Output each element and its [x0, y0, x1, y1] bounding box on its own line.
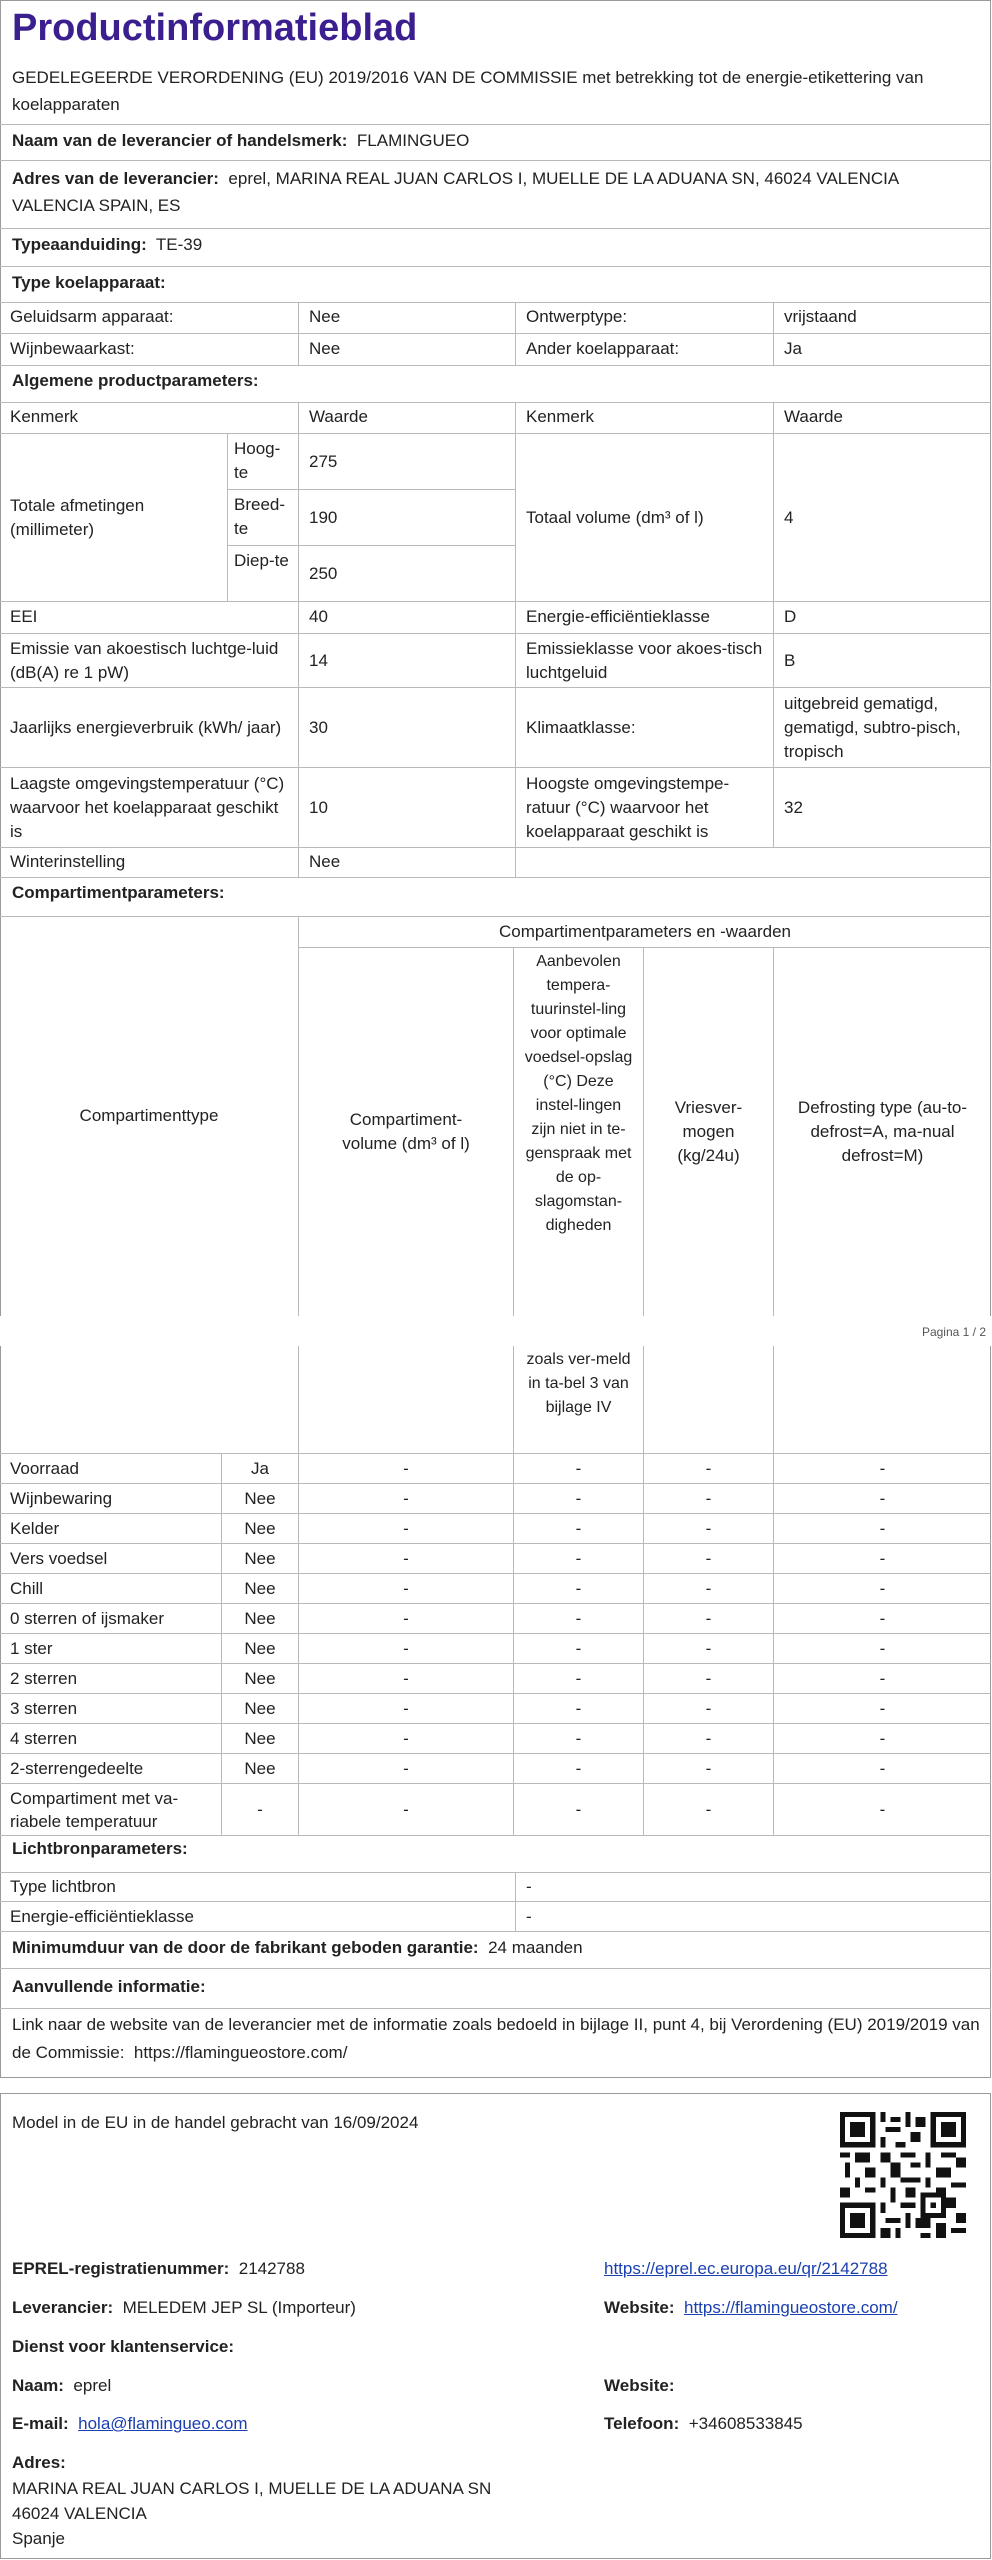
- compartment-volume-header: Compartiment-volume (dm³ of l): [299, 948, 514, 1316]
- supplier-address-value: eprel, MARINA REAL JUAN CARLOS I, MUELLE DE LA ADUANA SN, 46024 VALENCIA VALENCIA SPAIN, ES: [12, 169, 899, 215]
- website-label: Website:: [604, 2298, 675, 2317]
- max-temp-value: 32: [774, 768, 991, 848]
- supplier-value: MELEDEM JEP SL (Importeur): [122, 2298, 356, 2317]
- additional-info-text: [12, 2011, 982, 2067]
- header-waarde: Waarde: [774, 402, 991, 434]
- supplier-row: [12, 2295, 356, 2321]
- header-kenmerk: Kenmerk: [0, 402, 299, 434]
- regulation-text: GEDELEGEERDE VERORDENING (EU) 2019/2016 VAN DE COMMISSIE met betrekking tot de energie-etikettering van koelapparaten: [12, 68, 924, 114]
- compartment-freezing: -: [644, 1784, 774, 1836]
- eei-label: EEI: [0, 602, 299, 634]
- compartment-volume: -: [299, 1454, 514, 1484]
- website-link[interactable]: https://flamingueostore.com/: [684, 2298, 898, 2317]
- energy-class-label: Energie-efficiëntieklasse: [516, 602, 774, 634]
- divider: [0, 124, 991, 125]
- volume-value: 4: [774, 434, 991, 602]
- compartment-present: Nee: [222, 1724, 299, 1754]
- compartment-name: Vers voedsel: [0, 1544, 222, 1574]
- compartment-temp: -: [514, 1724, 644, 1754]
- min-temp-value: 10: [299, 768, 516, 848]
- recommended-temp-header-cont: zoals ver-meld in ta-bel 3 van bijlage IV: [514, 1346, 644, 1454]
- header-kenmerk: Kenmerk: [516, 402, 774, 434]
- compartment-present: Nee: [222, 1574, 299, 1604]
- compartment-defrost: -: [774, 1544, 991, 1574]
- light-class-label: Energie-efficiëntieklasse: [0, 1902, 516, 1932]
- compartment-defrost: -: [774, 1634, 991, 1664]
- compartment-freezing: -: [644, 1484, 774, 1514]
- warranty-label: Minimumduur van de door de fabrikant geboden garantie:: [12, 1938, 479, 1957]
- compartment-group-header: Compartimentparameters en -waarden: [299, 916, 991, 948]
- compartment-freezing: -: [644, 1604, 774, 1634]
- light-type-value: -: [516, 1872, 991, 1902]
- compartment-volume: -: [299, 1634, 514, 1664]
- dimensions-label: Totale afmetingen (millimeter): [0, 434, 228, 602]
- supplier-name-row: [12, 128, 982, 154]
- min-temp-label: Laagste omgevingstemperatuur (°C) waarvoor het koelapparaat geschikt is: [0, 768, 299, 848]
- compartment-volume-header-cont: [299, 1346, 514, 1454]
- compartment-defrost: -: [774, 1514, 991, 1544]
- compartment-volume: -: [299, 1664, 514, 1694]
- compartment-name: 1 ster: [0, 1634, 222, 1664]
- model-label: Typeaanduiding:: [12, 235, 147, 254]
- page-title: Productinformatieblad: [12, 7, 418, 49]
- low-noise-value: Nee: [299, 302, 516, 334]
- qr-code-icon[interactable]: [840, 2112, 966, 2238]
- compartment-defrost: -: [774, 1784, 991, 1836]
- additional-text: Link naar de website van de leverancier met de informatie zoals bedoeld in bijlage II, punt 4, bij Verordening (EU) 2019/2019 van de Commissie:: [12, 2015, 980, 2062]
- model-row: [12, 232, 982, 258]
- noise-class-label: Emissieklasse voor akoes-tisch luchtgeluid: [516, 634, 774, 688]
- wine-value: Nee: [299, 334, 516, 366]
- climate-class-value: uitgebreid gematigd, gematigd, subtro-pisch, tropisch: [774, 688, 991, 768]
- email-link[interactable]: hola@flamingueo.com: [78, 2414, 248, 2433]
- phone-row: [604, 2411, 803, 2437]
- other-label: Ander koelapparaat:: [516, 334, 774, 366]
- compartment-temp: -: [514, 1544, 644, 1574]
- volume-label: Totaal volume (dm³ of l): [516, 434, 774, 602]
- eei-value: 40: [299, 602, 516, 634]
- eprel-row: [12, 2256, 305, 2282]
- compartment-volume: -: [299, 1694, 514, 1724]
- compartment-name: Compartiment met va-riabele temperatuur: [0, 1784, 222, 1836]
- placed-on-market: Model in de EU in de handel gebracht van 16/09/2024: [12, 2113, 419, 2132]
- winter-value: Nee: [299, 848, 516, 878]
- compartment-temp: -: [514, 1454, 644, 1484]
- compartment-temp: -: [514, 1754, 644, 1784]
- compartment-present: Nee: [222, 1694, 299, 1724]
- eprel-label: EPREL-registratienummer:: [12, 2259, 230, 2278]
- compartment-temp: -: [514, 1784, 644, 1836]
- climate-class-label: Klimaatklasse:: [516, 688, 774, 768]
- compartment-volume: -: [299, 1514, 514, 1544]
- compartment-volume: -: [299, 1724, 514, 1754]
- compartment-type-header: Compartimenttype: [0, 916, 299, 1316]
- service-name-label: Naam:: [12, 2376, 64, 2395]
- divider: [0, 2008, 991, 2009]
- max-temp-label: Hoogste omgevingstempe-ratuur (°C) waarvoor het koelapparaat geschikt is: [516, 768, 774, 848]
- supplier-address-row: [12, 165, 972, 219]
- address-line-3: Spanje: [12, 2529, 65, 2548]
- compartment-volume: -: [299, 1484, 514, 1514]
- compartment-volume: -: [299, 1544, 514, 1574]
- compartment-temp: -: [514, 1514, 644, 1544]
- compartment-present: Nee: [222, 1604, 299, 1634]
- freezing-capacity-header-cont: [644, 1346, 774, 1454]
- wine-label: Wijnbewaarkast:: [0, 334, 299, 366]
- general-params-heading: Algemene productparameters:: [12, 371, 259, 390]
- compartment-name: Voorraad: [0, 1454, 222, 1484]
- warranty-value: 24 maanden: [488, 1938, 583, 1957]
- compartment-defrost: -: [774, 1694, 991, 1724]
- light-type-label: Type lichtbron: [0, 1872, 516, 1902]
- compartment-freezing: -: [644, 1724, 774, 1754]
- compartment-params-heading: Compartimentparameters:: [12, 883, 225, 902]
- compartment-temp: -: [514, 1484, 644, 1514]
- compartment-freezing: -: [644, 1544, 774, 1574]
- recommended-temp-header: Aanbevolen tempera-tuurinstel-ling voor optimale voedsel-opslag (°C) Deze instel-lingen zijn niet in te-genspraak met de op-slagomstan-digheden: [514, 948, 644, 1316]
- compartment-freezing: -: [644, 1454, 774, 1484]
- compartment-defrost: -: [774, 1454, 991, 1484]
- additional-info-heading: Aanvullende informatie:: [12, 1977, 206, 1996]
- width-value: 190: [299, 490, 516, 546]
- service-name-row: [12, 2373, 111, 2399]
- compartment-freezing: -: [644, 1634, 774, 1664]
- divider: [0, 266, 991, 267]
- compartment-defrost: -: [774, 1484, 991, 1514]
- compartment-temp: -: [514, 1574, 644, 1604]
- compartment-volume: -: [299, 1574, 514, 1604]
- annual-consumption-value: 30: [299, 688, 516, 768]
- compartment-present: Nee: [222, 1754, 299, 1784]
- compartment-name: 3 sterren: [0, 1694, 222, 1724]
- compartment-present: Nee: [222, 1634, 299, 1664]
- freezing-capacity-header: Vriesver-mogen (kg/24u): [644, 948, 774, 1316]
- light-params-heading: Lichtbronparameters:: [12, 1839, 188, 1858]
- supplier-label: Leverancier:: [12, 2298, 114, 2317]
- noise-class-value: B: [774, 634, 991, 688]
- compartment-freezing: -: [644, 1514, 774, 1544]
- eprel-value: 2142788: [238, 2259, 305, 2278]
- compartment-present: Nee: [222, 1514, 299, 1544]
- compartment-name: Chill: [0, 1574, 222, 1604]
- compartment-name: 2-sterrengedeelte: [0, 1754, 222, 1784]
- page-number: Pagina 1 / 2: [921, 1325, 986, 1339]
- address-label: Adres:: [12, 2453, 66, 2472]
- phone-value: +34608533845: [688, 2414, 803, 2433]
- compartment-volume: -: [299, 1604, 514, 1634]
- compartment-volume: -: [299, 1754, 514, 1784]
- website-row: [604, 2295, 898, 2321]
- divider: [0, 228, 991, 229]
- compartment-defrost: -: [774, 1574, 991, 1604]
- low-noise-label: Geluidsarm apparaat:: [0, 302, 299, 334]
- address-line-2: 46024 VALENCIA: [12, 2504, 147, 2523]
- compartment-temp: -: [514, 1694, 644, 1724]
- compartment-present: Nee: [222, 1544, 299, 1574]
- phone-label: Telefoon:: [604, 2414, 680, 2433]
- compartment-temp: -: [514, 1664, 644, 1694]
- compartment-name: 0 sterren of ijsmaker: [0, 1604, 222, 1634]
- defrost-type-header-cont: [774, 1346, 991, 1454]
- divider: [0, 1968, 991, 1969]
- height-label: Hoog-te: [228, 434, 299, 490]
- supplier-name-value: FLAMINGUEO: [356, 131, 470, 150]
- warranty-row: [12, 1935, 982, 1961]
- energy-class-value: D: [774, 602, 991, 634]
- compartment-temp: -: [514, 1634, 644, 1664]
- noise-label: Emissie van akoestisch luchtge-luid (dB(A) re 1 pW): [0, 634, 299, 688]
- compartment-volume: -: [299, 1784, 514, 1836]
- model-value: TE-39: [155, 235, 203, 254]
- noise-value: 14: [299, 634, 516, 688]
- other-value: Ja: [774, 334, 991, 366]
- compartment-freezing: -: [644, 1694, 774, 1724]
- appliance-type-heading: Type koelapparaat:: [12, 273, 166, 292]
- address-line-1: MARINA REAL JUAN CARLOS I, MUELLE DE LA ADUANA SN: [12, 2479, 492, 2498]
- winter-label: Winterinstelling: [0, 848, 299, 878]
- width-label: Breed-te: [228, 490, 299, 546]
- customer-service-heading: Dienst voor klantenservice:: [12, 2337, 235, 2356]
- email-row: [12, 2411, 248, 2437]
- supplier-address-label: Adres van de leverancier:: [12, 169, 219, 188]
- additional-url[interactable]: https://flamingueostore.com/: [133, 2043, 348, 2062]
- compartment-name: 2 sterren: [0, 1664, 222, 1694]
- service-name-value: eprel: [73, 2376, 112, 2395]
- design-label: Ontwerptype:: [516, 302, 774, 334]
- compartment-defrost: -: [774, 1604, 991, 1634]
- depth-label: Diep-te: [228, 546, 299, 602]
- compartment-freezing: -: [644, 1754, 774, 1784]
- compartment-present: Ja: [222, 1454, 299, 1484]
- design-value: vrijstaand: [774, 302, 991, 334]
- supplier-name-label: Naam van de leverancier of handelsmerk:: [12, 131, 348, 150]
- compartment-present: Nee: [222, 1484, 299, 1514]
- compartment-defrost: -: [774, 1754, 991, 1784]
- depth-value: 250: [299, 546, 516, 602]
- compartment-freezing: -: [644, 1664, 774, 1694]
- compartment-temp: -: [514, 1604, 644, 1634]
- compartment-present: Nee: [222, 1664, 299, 1694]
- height-value: 275: [299, 434, 516, 490]
- compartment-name: 4 sterren: [0, 1724, 222, 1754]
- light-class-value: -: [516, 1902, 991, 1932]
- compartment-freezing: -: [644, 1574, 774, 1604]
- defrost-type-header: Defrosting type (au-to-defrost=A, ma-nual defrost=M): [797, 1098, 968, 1165]
- compartment-defrost: -: [774, 1664, 991, 1694]
- eprel-link[interactable]: https://eprel.ec.europa.eu/qr/2142788: [604, 2259, 888, 2278]
- header-waarde: Waarde: [299, 402, 516, 434]
- compartment-name: Wijnbewaring: [0, 1484, 222, 1514]
- compartment-name: Kelder: [0, 1514, 222, 1544]
- email-label: E-mail:: [12, 2414, 69, 2433]
- compartment-present: -: [222, 1784, 299, 1836]
- compartment-type-header-cont: [0, 1346, 299, 1454]
- compartment-defrost: -: [774, 1724, 991, 1754]
- divider: [0, 160, 991, 161]
- annual-consumption-label: Jaarlijks energieverbruik (kWh/ jaar): [0, 688, 299, 768]
- service-website-label: Website:: [604, 2376, 675, 2395]
- winter-empty-cell: [516, 848, 991, 878]
